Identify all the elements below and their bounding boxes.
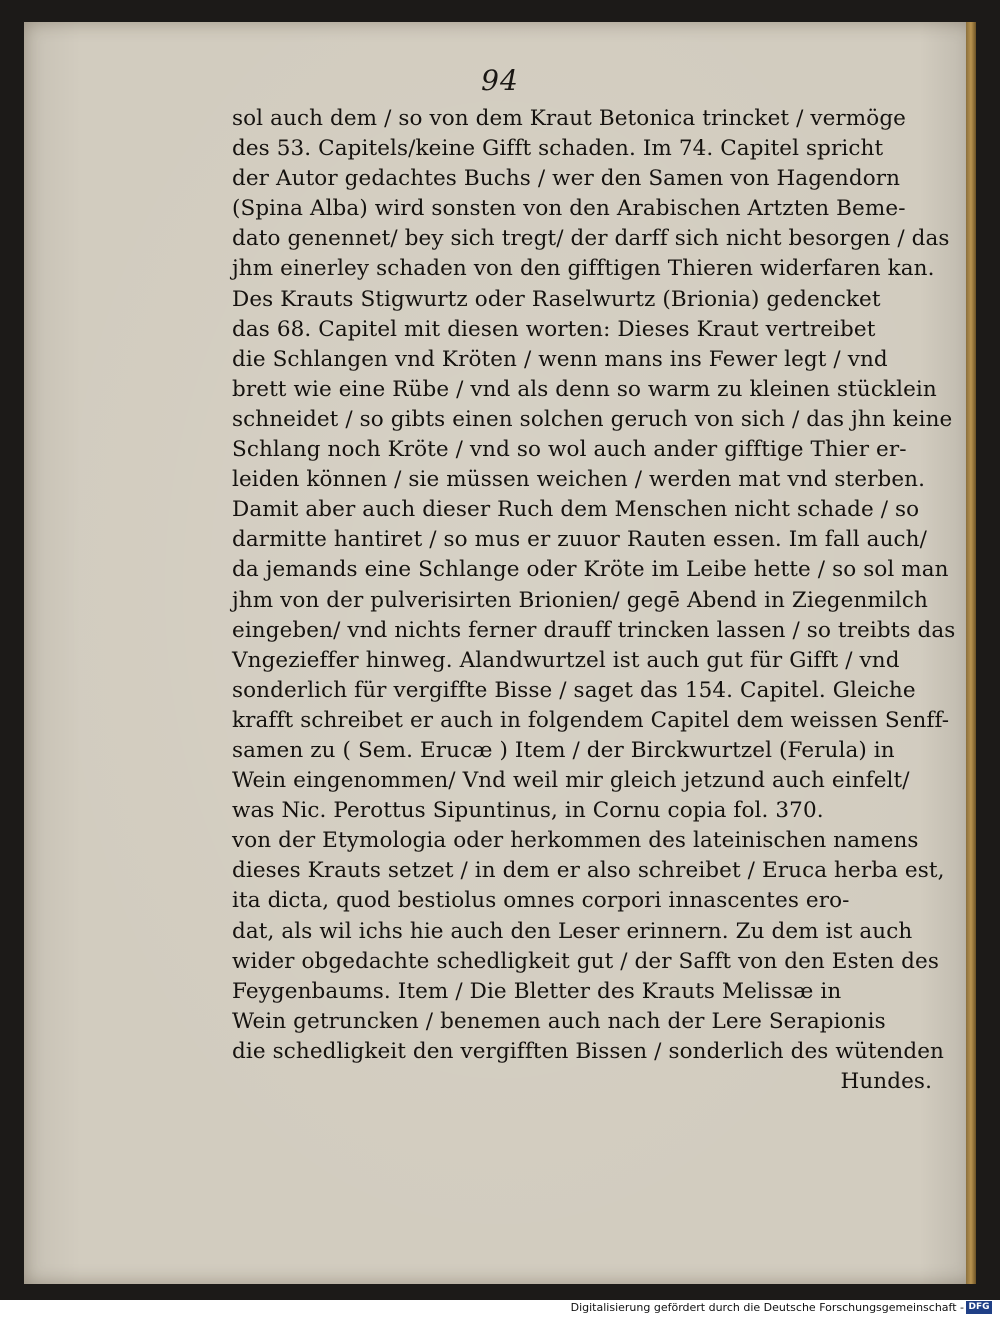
page-text	[232, 104, 956, 1097]
text-line: wider obgedachte schedligkeit gut / der Safft von den Esten des	[232, 948, 939, 974]
text-line: schneidet / so gibts einen solchen geruch von sich / das jhn keine	[232, 406, 953, 432]
page-number: 94	[481, 64, 519, 97]
text-line: Vngezieffer hinweg. Alandwurtzel ist auch gut für Gifft / vnd	[232, 647, 900, 673]
text-line: die schedligkeit den vergifften Bissen / sonderlich des wütenden	[232, 1038, 944, 1064]
text-line: der Autor gedachtes Buchs / wer den Samen von Hagendorn	[232, 166, 901, 192]
funding-notice: Digitalisierung gefördert durch die Deutsche Forschungsgemeinschaft -	[570, 1301, 964, 1314]
text-line: (Spina Alba) wird sonsten von den Arabischen Artzten Beme-	[232, 196, 906, 222]
text-line: darmitte hantiret / so mus er zuuor Rauten essen. Im fall auch/	[232, 527, 927, 553]
text-line: dat, als wil ichs hie auch den Leser erinnern. Zu dem ist auch	[232, 918, 913, 944]
text-line: samen zu ( Sem. Erucæ ) Item / der Birckwurtzel (Ferula) in	[232, 737, 895, 763]
book-page	[24, 22, 976, 1284]
text-line: Schlang noch Kröte / vnd so wol auch ander gifftige Thier er-	[232, 437, 907, 463]
text-line: krafft schreibet er auch in folgendem Capitel dem weissen Senff-	[232, 707, 950, 733]
text-line: das 68. Capitel mit diesen worten: Dieses Kraut vertreibet	[232, 316, 876, 342]
text-line: ita dicta, quod bestiolus omnes corpori innascentes ero-	[232, 888, 850, 914]
text-line: Wein getruncken / benemen auch nach der Lere Serapionis	[232, 1008, 886, 1034]
text-line: des 53. Capitels/keine Gifft schaden. Im 74. Capitel spricht	[232, 136, 884, 162]
text-line: sonderlich für vergiffte Bisse / saget das 154. Capitel. Gleiche	[232, 677, 916, 703]
footer-bar	[0, 1300, 1000, 1317]
text-line: Des Krauts Stigwurtz oder Raselwurtz (Brionia) gedencket	[232, 286, 881, 312]
page-edge	[966, 22, 976, 1284]
text-line: Wein eingenommen/ Vnd weil mir gleich jetzund auch einfelt/	[232, 768, 910, 794]
text-line-catchword: Hundes.	[840, 1069, 932, 1094]
text-line: Feygenbaums. Item / Die Bletter des Krauts Melissæ in	[232, 978, 842, 1004]
text-line: von der Etymologia oder herkommen des lateinischen namens	[232, 828, 919, 854]
text-line: jhm von der pulverisirten Brionien/ gegē Abend in Ziegenmilch	[232, 587, 928, 613]
text-line: leiden können / sie müssen weichen / werden mat vnd sterben.	[232, 467, 926, 493]
text-line: Damit aber auch dieser Ruch dem Menschen nicht schade / so	[232, 497, 920, 523]
text-line: sol auch dem / so von dem Kraut Betonica trincket / vermöge	[232, 106, 907, 131]
text-line: dato genennet/ bey sich tregt/ der darff sich nicht besorgen / das	[232, 226, 950, 252]
text-line: da jemands eine Schlange oder Kröte im Leibe hette / so sol man	[232, 557, 949, 583]
text-line: eingeben/ vnd nichts ferner drauff trincken lassen / so treibts das	[232, 617, 956, 643]
text-line: brett wie eine Rübe / vnd als denn so warm zu kleinen stücklein	[232, 376, 937, 402]
text-line: was Nic. Perottus Sipuntinus, in Cornu copia fol. 370.	[232, 798, 824, 824]
text-line: jhm einerley schaden von den gifftigen Thieren widerfaren kan.	[232, 256, 935, 282]
text-line: die Schlangen vnd Kröten / wenn mans ins Fewer legt / vnd	[232, 346, 888, 372]
text-line: dieses Krauts setzet / in dem er also schreibet / Eruca herba est,	[232, 858, 945, 884]
dfg-logo-icon: DFG	[966, 1301, 992, 1314]
